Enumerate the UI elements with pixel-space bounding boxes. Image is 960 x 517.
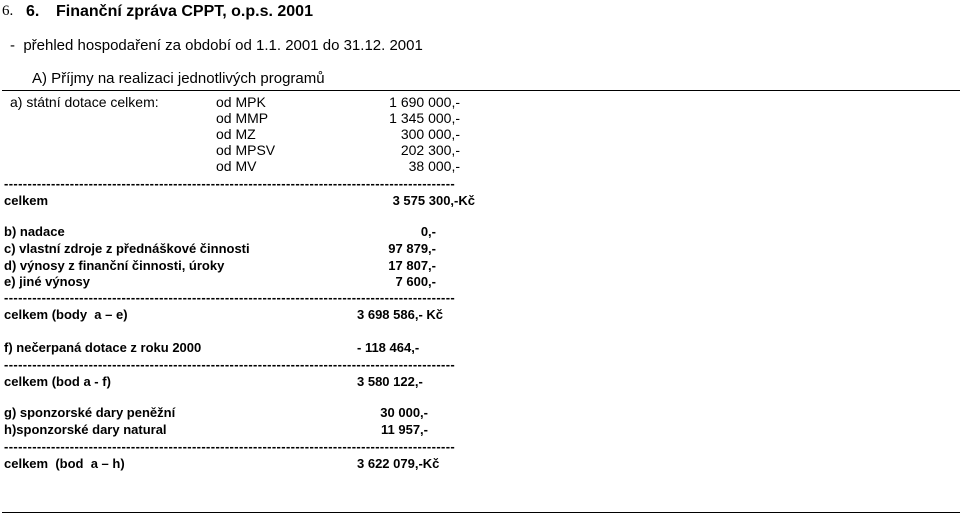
total-a-f-label: celkem (bod a - f) <box>4 374 111 389</box>
source-mpsv: od MPSV <box>216 142 276 158</box>
item-c-value: 97 879,- <box>388 241 436 256</box>
item-f-value: - 118 464,- <box>357 340 420 355</box>
sponsor-money-value: 30 000,- <box>380 405 428 420</box>
separator-line: ------------------------------------------------------------------------------------------------ <box>4 358 456 371</box>
amount-mmp: 1 345 000,- <box>389 110 460 126</box>
item-b-value: 0,- <box>420 224 436 239</box>
sponsor-natural-label: h)sponzorské dary natural <box>4 422 167 437</box>
separator-line: ------------------------------------------------------------------------------------------------ <box>4 177 456 190</box>
total-a-label: celkem <box>4 193 49 208</box>
state-subsidy-label: a) státní dotace celkem: <box>10 94 159 110</box>
amount-mpsv: 202 300,- <box>400 142 460 158</box>
overview-line: - přehled hospodaření za období od 1.1. 2001 do 31.12. 2001 <box>10 37 423 54</box>
separator-line: ------------------------------------------------------------------------------------------------ <box>4 291 456 304</box>
total-a-h-value: 3 622 079,-Kč <box>357 456 440 471</box>
source-mmp: od MMP <box>216 110 269 126</box>
item-d-value: 17 807,- <box>388 258 436 273</box>
total-a-e-value: 3 698 586,- Kč <box>357 307 444 322</box>
source-mz: od MZ <box>216 126 256 142</box>
section-number: 6. <box>26 3 40 20</box>
amount-mz: 300 000,- <box>400 126 460 142</box>
top-rule <box>2 90 960 91</box>
sponsor-natural-value: 11 957,- <box>381 422 428 437</box>
separator-line: ------------------------------------------------------------------------------------------------ <box>4 440 456 453</box>
item-e-value: 7 600,- <box>395 274 436 289</box>
page-title: Finanční zpráva CPPT, o.p.s. 2001 <box>56 3 313 20</box>
total-a-value: 3 575 300,-Kč <box>392 193 475 208</box>
source-mpk: od MPK <box>216 94 266 110</box>
total-a-h-label: celkem (bod a – h) <box>4 456 125 471</box>
item-f-label: f) nečerpaná dotace z roku 2000 <box>4 340 202 355</box>
list-number: 6. <box>2 3 14 19</box>
item-d-label: d) výnosy z finanční činnosti, úroky <box>4 258 225 273</box>
item-c-label: c) vlastní zdroje z přednáškové činnosti <box>4 241 250 256</box>
bottom-rule <box>2 512 960 513</box>
section-a-title: A) Příjmy na realizaci jednotlivých programů <box>32 70 325 87</box>
sponsor-money-label: g) sponzorské dary peněžní <box>4 405 176 420</box>
source-mv: od MV <box>216 158 257 174</box>
total-a-f-value: 3 580 122,- <box>357 374 423 389</box>
amount-mv: 38 000,- <box>408 158 460 174</box>
amount-mpk: 1 690 000,- <box>389 94 460 110</box>
total-a-e-label: celkem (body a – e) <box>4 307 128 322</box>
item-b-label: b) nadace <box>4 224 65 239</box>
item-e-label: e) jiné výnosy <box>4 274 90 289</box>
